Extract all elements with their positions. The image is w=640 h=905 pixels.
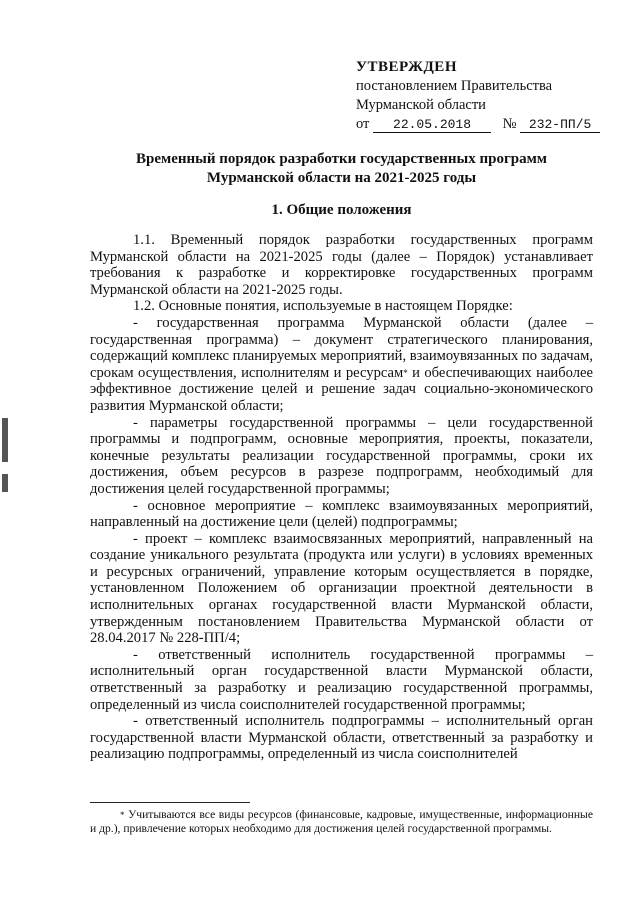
definition-otvetstvenny-ispolnitel-podprogrammy: - ответственный исполнитель подпрограммы – исполнительный орган государственной власти Мурманской области, ответственный за разработку и реализацию подпрограммы, определенный из числа соисполнителей: [90, 713, 593, 763]
definition-text: - государственная программа Мурманской области (далее – государственная программа) – документ стратегического планирования, содержащий комплекс планируемых мероприятий, взаимоувязанных по задачам, срокам осуществления, исполнителям и ресурсам: [90, 314, 593, 381]
approval-date: 22.05.2018: [373, 117, 491, 133]
definition-proekt: - проект – комплекс взаимосвязанных мероприятий, направленный на создание уникального результата (продукта или услуги) в условиях временных и ресурсных ограничений, управление которым осуществляется в порядке, установленном Положением об организации проектной деятельности в исполнительных органах государственной власти Мурманской области, утвержденным постановлением Правительства Мурманской области от 28.04.2017 № 228-ПП/4;: [90, 530, 593, 647]
definition-text-end: и обеспечивающих наиболее эффективное достижение целей и решение задач социально-экономического развития Мурманской области;: [90, 364, 593, 414]
date-prefix: от: [356, 116, 370, 132]
scan-artifact-top: [2, 418, 8, 462]
footnote-mark: *: [120, 810, 125, 820]
approval-date-row: [356, 115, 600, 134]
title-line-2: Мурманской области на 2021-2025 годы: [206, 170, 477, 186]
footnote-divider: [90, 802, 250, 803]
footnote-text: Учитываются все виды ресурсов (финансовые, кадровые, имущественные, информационные и др.), привлечение которых необходимо для достижения целей государственной программы.: [90, 808, 593, 835]
title-line-1: Временный порядок разработки государственных программ: [135, 151, 548, 167]
definition-osnovnoe-meropriyatie: - основное мероприятие – комплекс взаимоувязанных мероприятий, направленный на достижение цели (целей) подпрограммы;: [90, 497, 593, 531]
approval-line-2: Мурманской области: [356, 97, 486, 113]
approval-number: 232-ПП/5: [520, 117, 600, 133]
document-body: [90, 232, 593, 763]
scan-artifact-bottom: [2, 474, 8, 492]
footnote: [90, 808, 593, 836]
definition-otvetstvenny-ispolnitel-programmy: - ответственный исполнитель государственной программы – исполнительный орган государственной власти Мурманской области, ответственный за разработку и реализацию государственной программы, определенный из числа соисполнителей государственной программы;: [90, 646, 593, 713]
approval-stamp: [356, 58, 600, 134]
approval-heading: УТВЕРЖДЕН: [356, 59, 457, 75]
paragraph-1-1: 1.1. Временный порядок разработки государственных программ Мурманской области на 2021-2025 годы (далее – Порядок) устанавливает требования к разработке и корректировке государственных программ Мурманской области на 2021-2025 годы.: [90, 232, 593, 298]
footnote-reference: *: [403, 367, 408, 378]
approval-line-1: постановлением Правительства: [356, 78, 553, 94]
definition-parametry: - параметры государственной программы – цели государственной программы и подпрограмм, основные мероприятия, проекты, показатели, конечные результаты реализации государственной программы, сроки их достижения, объем ресурсов в разрезе подпрограмм, необходимый для достижения целей государственной программы;: [90, 414, 593, 497]
document-title: [90, 150, 593, 188]
paragraph-1-2: 1.2. Основные понятия, используемые в настоящем Порядке:: [133, 298, 513, 315]
section-heading: 1. Общие положения: [271, 202, 412, 218]
number-prefix: №: [502, 116, 517, 132]
definition-gos-programma: [90, 315, 593, 415]
